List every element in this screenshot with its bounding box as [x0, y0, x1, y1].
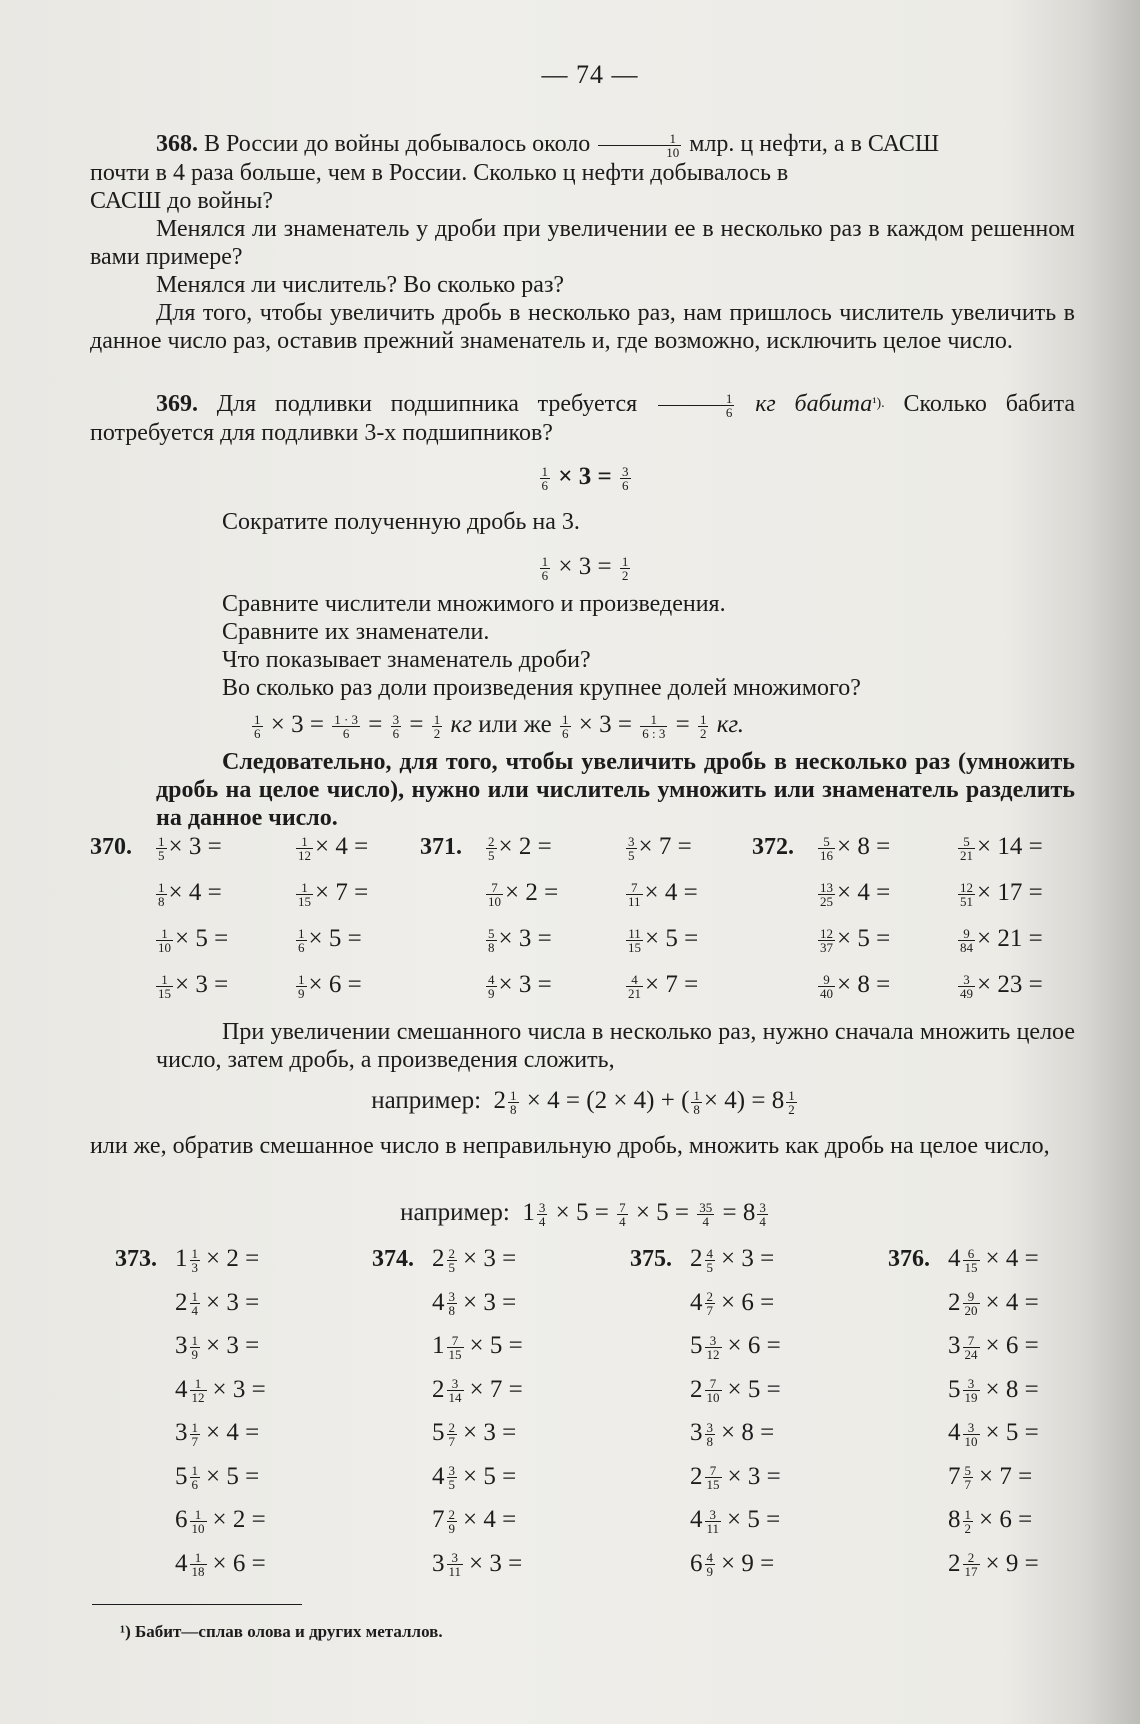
- fraction: $\frac{6}{15}$: [964, 1245, 978, 1275]
- exercise-number: 373.: [115, 1246, 157, 1272]
- exercise-item: $\frac{3}{49}$ × 23 =: [960, 971, 1043, 1001]
- fraction: $\frac{1}{7}$: [191, 1419, 198, 1449]
- exercise-item: $\frac{1}{10}$ × 5 =: [158, 925, 229, 955]
- fraction: $\frac{2}{7}$: [706, 1289, 713, 1319]
- exercise-number: 376.: [888, 1246, 930, 1272]
- exercise-item: 4 $\frac{6}{15}$ × 4 =: [948, 1245, 1039, 1275]
- exercise-item: 1 $\frac{7}{15}$ × 5 =: [432, 1332, 523, 1362]
- exercise-item: $\frac{1}{15}$ × 3 =: [158, 971, 229, 1001]
- fraction: $\frac{7}{24}$: [964, 1332, 978, 1362]
- fraction: $\frac{3}{8}$: [706, 1419, 713, 1449]
- fraction: $\frac{3}{49}$: [960, 971, 973, 1001]
- fraction: $\frac{3}{8}$: [448, 1289, 455, 1319]
- exercise-item: 5 $\frac{1}{6}$ × 5 =: [175, 1462, 260, 1493]
- exercise-item: $\frac{12}{37}$ × 5 =: [820, 925, 891, 955]
- fraction: $\frac{2}{17}$: [964, 1550, 978, 1580]
- exercise-item: $\frac{11}{15}$ × 5 =: [628, 925, 699, 955]
- exercise-item: $\frac{4}{21}$ × 7 =: [628, 971, 699, 1001]
- exercise-item: 3 $\frac{7}{24}$ × 6 =: [948, 1332, 1039, 1362]
- exercise-item: 7 $\frac{5}{7}$ × 7 =: [948, 1462, 1033, 1493]
- fraction: $\frac{1}{3}$: [191, 1245, 198, 1275]
- fraction: $\frac{7}{10}$: [488, 879, 501, 909]
- exercise-item: 1 $\frac{1}{3}$ × 2 =: [175, 1245, 260, 1275]
- exercise-item: 2 $\frac{2}{5}$ × 3 =: [432, 1245, 517, 1275]
- fraction: $\frac{9}{84}$: [960, 925, 973, 955]
- exercise-item: $\frac{5}{21}$ × 14 =: [960, 833, 1043, 863]
- exercise-item: $\frac{13}{25}$ × 4 =: [820, 879, 891, 909]
- exercise-item: 2 $\frac{7}{15}$ × 3 =: [690, 1462, 781, 1493]
- fraction: $\frac{4}{5}$: [706, 1245, 713, 1275]
- example-1: например: 2 $\frac{1}{8}$ × 4 = (2 × 4) + ( $\frac{1}{8}$ × 4) = 8 $\frac{1}{2}$: [371, 1087, 795, 1117]
- fraction: $\frac{7}{15}$: [706, 1463, 720, 1493]
- fraction: $\frac{5}{7}$: [964, 1463, 971, 1493]
- exercise-item: 8 $\frac{1}{2}$ × 6 =: [948, 1506, 1033, 1536]
- fraction: $\frac{5}{21}$: [960, 833, 973, 863]
- exercise-item: $\frac{1}{6}$ × 5 =: [298, 925, 362, 955]
- rule-text: Следовательно, для того, чтобы увеличить дробь в несколько раз (умножить дробь на целое число), нужно или числитель умножить или знаменатель разделить на данное число.: [156, 749, 1075, 831]
- exercise-item: $\frac{1}{5}$ × 3 =: [158, 833, 222, 863]
- exercise-item: $\frac{9}{40}$ × 8 =: [820, 971, 891, 1001]
- fraction: $\frac{2}{9}$: [448, 1506, 455, 1536]
- exercise-item: 2 $\frac{4}{5}$ × 3 =: [690, 1245, 775, 1275]
- exercise-item: $\frac{7}{10}$ × 2 =: [488, 879, 559, 909]
- fraction: $\frac{1}{6}$: [658, 392, 735, 419]
- exercise-item: $\frac{12}{51}$ × 17 =: [960, 879, 1043, 909]
- fraction: $\frac{1}{12}$: [298, 833, 311, 863]
- exercise-item: 2 $\frac{9}{20}$ × 4 =: [948, 1288, 1039, 1319]
- exercise-item: $\frac{9}{84}$ × 21 =: [960, 925, 1043, 955]
- exercise-item: 4 $\frac{3}{11}$ × 5 =: [690, 1506, 781, 1536]
- exercise-item: 4 $\frac{3}{5}$ × 5 =: [432, 1462, 517, 1493]
- exercise-item: 5 $\frac{3}{12}$ × 6 =: [690, 1332, 781, 1362]
- exercise-item: 6 $\frac{1}{10}$ × 2 =: [175, 1506, 266, 1536]
- page-number: — 74 —: [541, 60, 639, 89]
- fraction: $\frac{12}{37}$: [820, 925, 833, 955]
- fraction: $\frac{3}{12}$: [706, 1332, 720, 1362]
- exercise-item: $\frac{1}{12}$ × 4 =: [298, 833, 369, 863]
- fraction: $\frac{1}{6}$: [191, 1463, 198, 1493]
- fraction: $\frac{11}{15}$: [628, 925, 641, 955]
- fraction: $\frac{12}{51}$: [960, 879, 973, 909]
- fraction: $\frac{1}{10}$: [598, 132, 681, 159]
- explanation: Для того, чтобы увеличить дробь в несколько раз, нам пришлось числитель увеличить в данное число раз, оставив прежний знаменатель и, где возможно, исключить целое число.: [90, 299, 1075, 354]
- questions-block: Сравните числители множимого и произведения. Сравните их знаменатели. Что показывает знаменатель дроби? Во сколько раз доли произведения крупнее долей множимого?: [222, 591, 861, 701]
- fraction: $\frac{1}{10}$: [158, 925, 171, 955]
- problem-number: 368.: [156, 131, 198, 157]
- fraction: $\frac{1}{10}$: [191, 1506, 205, 1536]
- fraction: $\frac{4}{9}$: [706, 1550, 713, 1580]
- exercise-item: $\frac{5}{16}$ × 8 =: [820, 833, 891, 863]
- fraction: $\frac{1}{6}$: [298, 925, 305, 955]
- exercise-item: 3 $\frac{3}{11}$ × 3 =: [432, 1549, 523, 1580]
- equation-2: $\frac{1}{6}$ × 3 = $\frac{1}{2}$: [541, 553, 629, 583]
- footnote-ref: ¹).: [872, 396, 885, 411]
- exercise-item: $\frac{1}{15}$ × 7 =: [298, 879, 369, 909]
- fraction: $\frac{1}{18}$: [191, 1550, 205, 1580]
- fraction: $\frac{9}{20}$: [964, 1289, 978, 1319]
- fraction: $\frac{2}{5}$: [448, 1245, 455, 1275]
- exercise-item: 2 $\frac{3}{14}$ × 7 =: [432, 1375, 523, 1406]
- mixed-number-rule: При увеличении смешанного числа в несколько раз, нужно сначала множить целое число, затем дробь, а произведения сложить,: [156, 1019, 1075, 1073]
- exercise-item: 4 $\frac{3}{8}$ × 3 =: [432, 1288, 517, 1319]
- fraction: $\frac{3}{11}$: [706, 1506, 720, 1536]
- exercise-item: $\frac{4}{9}$ × 3 =: [488, 971, 552, 1001]
- fraction: $\frac{1}{12}$: [191, 1376, 205, 1406]
- exercise-item: $\frac{1}{8}$ × 4 =: [158, 879, 222, 909]
- fraction: $\frac{4}{9}$: [488, 971, 495, 1001]
- fraction: $\frac{3}{19}$: [964, 1376, 978, 1406]
- fraction: $\frac{1}{8}$: [158, 879, 165, 909]
- exercise-item: 7 $\frac{2}{9}$ × 4 =: [432, 1506, 517, 1536]
- exercise-item: 2 $\frac{2}{17}$ × 9 =: [948, 1549, 1039, 1580]
- fraction: $\frac{7}{11}$: [628, 879, 641, 909]
- exercise-number: 371.: [420, 834, 462, 860]
- fraction: $\frac{5}{8}$: [488, 925, 495, 955]
- equation-3: $\frac{1}{6}$ × 3 = $\frac{1 \cdot 3}{6}$ = $\frac{3}{6}$ = $\frac{1}{2}$ кг или же $\frac{1}{6}$ × 3 = $\frac{1}{6 : 3}$ = $\frac{1}{2}$ кг.: [254, 711, 745, 741]
- exercise-number: 372.: [752, 834, 794, 860]
- fraction: $\frac{3}{11}$: [448, 1550, 462, 1580]
- fraction: $\frac{1}{15}$: [298, 879, 311, 909]
- fraction: $\frac{13}{25}$: [820, 879, 833, 909]
- exercise-item: $\frac{3}{5}$ × 7 =: [628, 833, 692, 863]
- exercise-number: 375.: [630, 1246, 672, 1272]
- exercise-item: 2 $\frac{7}{10}$ × 5 =: [690, 1375, 781, 1406]
- exercise-item: 2 $\frac{1}{4}$ × 3 =: [175, 1288, 260, 1319]
- exercise-item: $\frac{5}{8}$ × 3 =: [488, 925, 552, 955]
- exercise-item: 4 $\frac{3}{10}$ × 5 =: [948, 1419, 1039, 1449]
- fraction: $\frac{1}{5}$: [158, 833, 165, 863]
- exercise-item: 5 $\frac{2}{7}$ × 3 =: [432, 1419, 517, 1449]
- fraction: $\frac{3}{5}$: [628, 833, 635, 863]
- exercise-item: $\frac{7}{11}$ × 4 =: [628, 879, 698, 909]
- exercise-item: $\frac{2}{5}$ × 2 =: [488, 833, 552, 863]
- exercise-item: 3 $\frac{1}{7}$ × 4 =: [175, 1419, 260, 1449]
- exercise-item: 5 $\frac{3}{19}$ × 8 =: [948, 1375, 1039, 1406]
- fraction: $\frac{4}{21}$: [628, 971, 641, 1001]
- fraction: $\frac{1}{9}$: [298, 971, 305, 1001]
- exercise-number: 374.: [372, 1246, 414, 1272]
- fraction: $\frac{7}{10}$: [706, 1376, 720, 1406]
- fraction: $\frac{1}{4}$: [191, 1289, 198, 1319]
- exercise-item: 3 $\frac{3}{8}$ × 8 =: [690, 1419, 775, 1449]
- fraction: $\frac{7}{15}$: [448, 1332, 462, 1362]
- fraction: $\frac{3}{14}$: [448, 1376, 462, 1406]
- fraction: $\frac{1}{9}$: [191, 1332, 198, 1362]
- exercise-item: 4 $\frac{2}{7}$ × 6 =: [690, 1288, 775, 1319]
- instruction-reduce: Сократите полученную дробь на 3.: [222, 509, 580, 535]
- problem-number: 369.: [156, 391, 198, 417]
- exercise-item: 4 $\frac{1}{12}$ × 3 =: [175, 1375, 266, 1406]
- fraction: $\frac{2}{5}$: [488, 833, 495, 863]
- fraction: $\frac{3}{5}$: [448, 1463, 455, 1493]
- problem-368: 368. В России до войны добывалось около $\frac{1}{10}$ млр. ц нефти, а в САСШ почти в 4 раза больше, чем в России. Сколько ц нефти добывалось в САСШ до войны? Менялся ли знаменатель у дроби при увеличении ее в несколько раз в каждом решенном вами примере? Менялся ли числитель? Во сколько раз? Для того, чтобы увеличить дробь в несколько раз, нам пришлось числитель увеличить в данное число раз, оставив прежний знаменатель и, где возможно, исключить целое число.: [90, 130, 1075, 355]
- fraction: $\frac{1}{15}$: [158, 971, 171, 1001]
- fraction: $\frac{2}{7}$: [448, 1419, 455, 1449]
- example-2: например: 1 $\frac{3}{4}$ × 5 = $\frac{7}{4}$ × 5 = $\frac{35}{4}$ = 8 $\frac{3}{4}$: [400, 1199, 766, 1229]
- exercise-item: $\frac{1}{9}$ × 6 =: [298, 971, 362, 1001]
- question: Менялся ли числитель? Во сколько раз?: [156, 271, 565, 298]
- fraction: $\frac{9}{40}$: [820, 971, 833, 1001]
- exercise-number: 370.: [90, 834, 132, 860]
- exercise-item: 3 $\frac{1}{9}$ × 3 =: [175, 1332, 260, 1362]
- improper-fraction-rule: или же, обратив смешанное число в неправильную дробь, множить как дробь на целое число,: [90, 1133, 1050, 1159]
- exercise-item: 6 $\frac{4}{9}$ × 9 =: [690, 1549, 775, 1580]
- fraction: $\frac{5}{16}$: [820, 833, 833, 863]
- exercise-item: 4 $\frac{1}{18}$ × 6 =: [175, 1549, 266, 1580]
- problem-369: 369. Для подливки подшипника требуется $\frac{1}{6}$ кг бабита$^{^1).}$ Сколько бабита потребуется для подливки 3-х подшипников?: [90, 390, 1076, 446]
- footnote-divider: [92, 1604, 302, 1605]
- fraction: $\frac{1}{2}$: [964, 1506, 971, 1536]
- fraction: $\frac{3}{10}$: [964, 1419, 978, 1449]
- footnote: ¹) Бабит—сплав олова и других металлов.: [120, 1622, 443, 1641]
- question: Менялся ли знаменатель у дроби при увеличении ее в несколько раз в каждом решенном вами примере?: [90, 215, 1075, 270]
- equation-1: $\frac{1}{6}$ × 3 = $\frac{3}{6}$: [541, 463, 629, 493]
